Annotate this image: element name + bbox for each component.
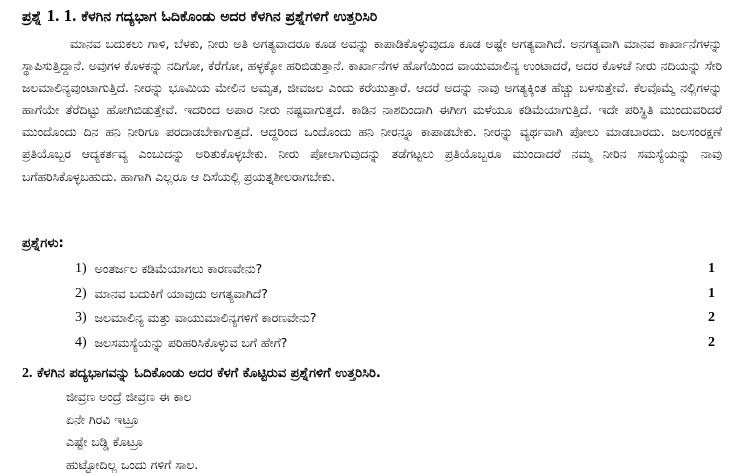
- question-number: 1. 1.: [47, 6, 77, 25]
- question-item-text: ಜಲಸಮಸ್ಯೆಯನ್ನು ಪರಿಹರಿಸಿಕೊಳ್ಳುವ ಬಗೆ ಹೇಗೆ?: [95, 335, 695, 351]
- question-item: [75, 306, 715, 331]
- question-2-heading: [22, 366, 381, 382]
- question-item: [75, 331, 715, 356]
- question-item-text: ಮಾನವ ಬದುಕಿಗೆ ಯಾವುದು ಅಗತ್ಯವಾಗಿದೆ?: [95, 286, 695, 302]
- question-item-text: ಅಂತರ್ಜಲ ಕಡಿಮೆಯಾಗಲು ಕಾರಣವೇನು?: [95, 261, 695, 277]
- question-item-marks: 2: [695, 310, 715, 326]
- question-item-number: 4): [75, 335, 87, 351]
- question-item-number: 3): [75, 310, 87, 326]
- question-item-marks: 1: [695, 261, 715, 277]
- question-item-marks: 2: [695, 335, 715, 351]
- passage-paragraph: ಮಾನವ ಬದುಕಲು ಗಾಳಿ, ಬೆಳಕು, ನೀರು ಅತಿ ಅಗತ್ಯವಾದರೂ ಕೂಡ ಅವನ್ನು ಕಾಪಾಡಿಕೊಳ್ಳುವುದೂ ಕೂಡ ಅಷ್ಟೇ ಅಗತ್ಯವಾಗಿದೆ. ಅನಗತ್ಯವಾಗಿ ಮಾನವ ಕಾರ್ಖಾನೆಗಳನ್ನು ಸ್ಥಾಪಿಸುತ್ತಿದ್ದಾನೆ. ಅವುಗಳ ಕೊಳಕನ್ನು ನದಿಗೋ, ಕೆರೆಗೋ, ಹಳ್ಳಕ್ಕೋ ಹರಿಬಿಡುತ್ತಾನೆ. ಕಾರ್ಖಾನೆಗಳ ಹೊಗೆಯಿಂದ ವಾಯುಮಾಲಿನ್ಯ ಉಂಟಾದರೆ, ಅದರ ಕೊಳಚೆ ನೀರು ನದಿಯನ್ನು ಸೇರಿ ಜಲಮಾಲಿನ್ಯವುಂಟಾಗುತ್ತಿದೆ. ನೀರನ್ನು ಭೂಮಿಯ ಮೇಲಿನ ಅಮೃತ, ಜೀವಜಲ ಎಂದು ಕರೆಯುತ್ತಾರೆ. ಆದರೆ ಅದನ್ನು ನಾವು ಅಗತ್ಯಕ್ಕಿಂತ ಹೆಚ್ಚು ಬಳಸುತ್ತೇವೆ. ಕೆಲವೊಮ್ಮೆ ನಲ್ಲಿಗಳನ್ನು ಹಾಗೆಯೇ ತೆರೆದಿಟ್ಟು ಹೋಗಿಬಿಡುತ್ತೇವೆ. ಇದರಿಂದ ಅಪಾರ ನೀರು ನಷ್ಟವಾಗುತ್ತದೆ. ಕಾಡಿನ ನಾಶದಿಂದಾಗಿ ಈಗೀಗ ಮಳೆಯೂ ಕಡಿಮೆಯಾಗುತ್ತಿದೆ. ಇದೇ ಪರಿಸ್ಥಿತಿ ಮುಂದುವರಿದರೆ ಮುಂದೊಂದು ದಿನ ಹನಿ ನೀರಿಗೂ ಪರದಾಡಬೇಕಾಗುತ್ತದೆ. ಆದ್ದರಿಂದ ಒಂದೊಂದು ಹನಿ ನೀರನ್ನೂ ಕಾಪಾಡಬೇಕು. ನೀರನ್ನು ವ್ಯರ್ಥವಾಗಿ ಪೋಲು ಮಾಡಬಾರದು. ಜಲಸಂರಕ್ಷಣೆ ಪ್ರತಿಯೊಬ್ಬರ ಆದ್ಯಕರ್ತವ್ಯ ಎಂಬುದನ್ನು ಅರಿತುಕೊಳ್ಳಬೇಕು. ನೀರು ಪೋಲಾಗುವುದನ್ನು ತಡೆಗಟ್ಟಲು ಪ್ರತಿಯೊಬ್ಬರೂ ಮುಂದಾದರೆ ನಮ್ಮ ನೀರಿನ ಸಮಸ್ಯೆಯನ್ನು ನಾವು ಬಗೆಹರಿಸಿಕೊಳ್ಳಬಹುದು. ಹಾಗಾಗಿ ಎಲ್ಲರೂ ಆ ದಿಸೆಯಲ್ಲಿ ಪ್ರಯತ್ನಶೀಲರಾಗಬೇಕು.: [22, 33, 722, 188]
- question-item-number: 1): [75, 261, 87, 277]
- questions-heading: ಪ್ರಶ್ನೆಗಳು:: [22, 236, 64, 251]
- poem-line: ಎಷ್ಟೇ ಬಡ್ಡಿ ಕೊಟ್ರೂ: [66, 431, 198, 454]
- poem-line: ಏನೇ ಗಿರವಿ ಇಟ್ರೂ: [66, 409, 198, 432]
- question-1-heading: [22, 6, 377, 26]
- question-list: [75, 257, 715, 355]
- question-number: 2.: [22, 366, 33, 381]
- question-prefix: ಪ್ರಶ್ನೆ: [22, 9, 42, 25]
- question-instruction: ಕೆಳಗಿನ ಪದ್ಯಭಾಗವನ್ನು ಓದಿಕೊಂಡು ಅದರ ಕೆಳಗೆ ಕೊಟ್ಟಿರುವ ಪ್ರಶ್ನೆಗಳಿಗೆ ಉತ್ತರಿಸಿರಿ.: [37, 366, 381, 381]
- question-item-marks: 1: [695, 286, 715, 302]
- poem-line: ಜೀವ್ರಣ ಅಂದ್ರೆ ಜೀವ್ರಣ ಈ ಕಾಲ: [66, 386, 198, 409]
- question-item-number: 2): [75, 286, 87, 302]
- poem-excerpt: [66, 386, 198, 476]
- question-item: [75, 257, 715, 282]
- poem-line: ಹುಟ್ಟೋದಿಲ್ಲ ಒಂದು ಗಳಿಗೆ ಸಾಲ.: [66, 454, 198, 476]
- question-item-text: ಜಲಮಾಲಿನ್ಯ ಮತ್ತು ವಾಯುಮಾಲಿನ್ಯಗಳಿಗೆ ಕಾರಣವೇನು?: [95, 310, 695, 326]
- question-item: [75, 282, 715, 307]
- question-instruction: ಕೆಳಗಿನ ಗದ್ಯಭಾಗ ಓದಿಕೊಂಡು ಅದರ ಕೆಳಗಿನ ಪ್ರಶ್ನೆಗಳಿಗೆ ಉತ್ತರಿಸಿರಿ: [81, 9, 377, 25]
